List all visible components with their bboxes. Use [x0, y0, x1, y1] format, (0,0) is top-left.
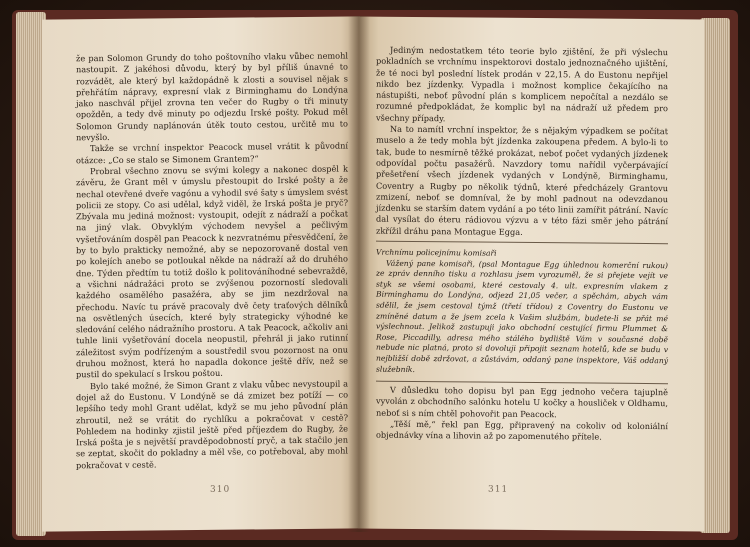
left-paragraph-3: Probral všechno znovu se svými kolegy a nakonec dospěl k závěru, že Grant měl v úmyslu přestoupit do Irské pošty a že nechal otevřené dveře vagónu a vyhodil své šaty s úmyslem svést policii ze stopy. Co asi udělal, když viděl, že Irská pošta je pryč? Zbývala mu jediná možnost: vystoupit, odejít z nádraží a počkat na jiný vlak. Obvyklým východem nevyšel a pečlivým vyšetřováním dospěl pan Peacock k nezvratnému přesvědčení, že by to bylo prakticky nemožné, aby se nepozorovaně dostal ven po kolejích anebo se potloukal někde na nádraží až do druhého dne. Týden předtím tu totiž došlo k politováníhodné sebevraždě, a všichni nádražáci proto se zvýšenou pozorností sledovali každého osamělého pasažéra, aby se jim nezdržoval na přechodu. Navíc tu právě pracovaly dvě čety traťových dělníků na osvětlených úsecích, které byly strategicky výhodné ke sledování celého nádražního prostoru. A tak Peacock, ačkoliv ani tuhle linii vyšetřování docela neopustil, přehrál ji jako rutinní záležitost svým podřízeným a soustředil svou pozornost na onu druhou možnost, která ho napadla dokonce ještě dřív, než se pustil do spekulací s Irskou poštou.	[76, 163, 348, 380]
left-paragraph-2: Takže se vrchní inspektor Peacock musel vrátit k původní otázce: „Co se stalo se Simonem Grantem?“	[76, 140, 348, 165]
left-page-number: 310	[210, 484, 231, 495]
right-paragraph-1: Jediným nedostatkem této teorie bylo zjištění, že při výslechu pokladních se vrchnímu inspektorovi dostalo jednoznačného ujištění, že té noci byl poslední lístek prodán v 22,15. A do Eustonu nepřijel nikdo bez jízdenky. Vypadla i možnost komplice čekajícího na nástupišti, neboť původní plán s komplicem nepočítal a nezdálo se rozumné předpokládat, že komplic byl na nádraží už předem pro všechny případy.	[376, 44, 668, 124]
right-paragraph-3: V důsledku toho dopisu byl pan Egg jednoho večera tajuplně vyvolán z obchodního salónku hotelu U kočky a housliček v Oldhamu, neboť si s ním chtěl pohovořit pan Peacock.	[376, 384, 668, 419]
right-paragraph-4: „Těší mě,“ řekl pan Egg, připravený na cokoliv od koloniální objednávky vína a lihovin až po zapomenutého přítele.	[376, 418, 668, 442]
left-paragraph-4: Bylo také možné, že Simon Grant z vlaku vůbec nevystoupil a dojel až do Eustonu. V Londýně se dá zmizet bez potíží — co lepšího tedy mohl Grant udělat, když se mu jeho původní plán zhroutil, než se vrátit do rychlíku a pokračovat v cestě? Pohledem na hodinky zjistil ještě před příjezdem do Rugby, že Irská pošta je s největší pravděpodobností pryč, a tak stačilo jen se zeptat, skočit do pokladny a měl vše, co potřeboval, aby mohl pokračovat v cestě.	[76, 378, 348, 470]
section-rule-top	[376, 241, 668, 245]
right-page-edges	[700, 18, 730, 533]
left-page	[42, 16, 360, 531]
left-paragraph-1: že pan Solomon Grundy do toho poštovního vlaku vůbec nemohl nastoupit. Z jakéhosi důvodu, který by byl příliš únavné to rozvádět, ale který byl každopádně k zlosti a souvisel nějak s přehřátím nápravy, expresní vlak z Birminghamu do Londýna jako naschvál přijel zrovna ten večer do Rugby o tři minuty opožděn, a tedy dvě minuty po odjezdu Irské pošty. Pokud měl Solomon Grundy naplánován útěk touto cestou, určitě mu to nevyšlo.	[76, 50, 348, 143]
right-paragraph-2: Na to namítl vrchní inspektor, že s nějakým výpadkem se počítat muselo a že tedy mohla být jízdenka zakoupena předem. A bylo-li to tak, bude to nesmírně těžké prokázat, neboť počet vydaných jízdenek odpovídal počtu pasažérů. Navzdory tomu nařídil vyčerpávající přešetření všech jízdenek vydaných v Londýně, Birminghamu, Coventry a Rugby po několik týdnů, které předcházely Grantovu zmizení, neboť se domníval, že by mohl padnout na odevzdanou jízdenku se starším datem vydání a po této linii zamířit pátrání. Navíc dal vysílat do éteru rádiovou výzvu a v této fázi směr jeho pátrání zkřížil dráhu pana Montague Egga.	[376, 123, 668, 237]
letter-addressee: Vrchnímu policejnímu komisaři	[376, 247, 497, 258]
letter-block	[376, 248, 668, 378]
right-page-number: 311	[488, 484, 509, 495]
book-gutter-shadow	[348, 16, 370, 532]
section-rule-bottom	[376, 381, 668, 385]
right-page	[358, 16, 704, 531]
letter-body: Vážený pane komisaři, (psal Montague Egg úhlednou komerční rukou) ze zpráv denního tisku a rozhlasu jsem vyrozuměl, že si přejete vejít ve styk se všemi osobami, které cestovaly 4. ult. expresním vlakem z Birminghamu do Londýna, odjezd 21,05 večer, a spěchám, abych vám sdělil, že jsem cestoval týmž (třetí třídou) z Coventry do Eustonu ve zmíněné datum a že jsem zcela k Vašim službám, budete-li se přát mé výslechnout. Jelikož zastupuji jako obchodní cestující firmu Plummet & Rose, Piccadilly, adresa mého stálého bydliště Vám v současné době nebude nic platná, proto si dovoluji připojit seznam hotelů, kde se budu v nejbližší době zdržovat, a zůstávám, oddaný pane inspektore, Váš oddaný služebník.	[376, 258, 668, 374]
